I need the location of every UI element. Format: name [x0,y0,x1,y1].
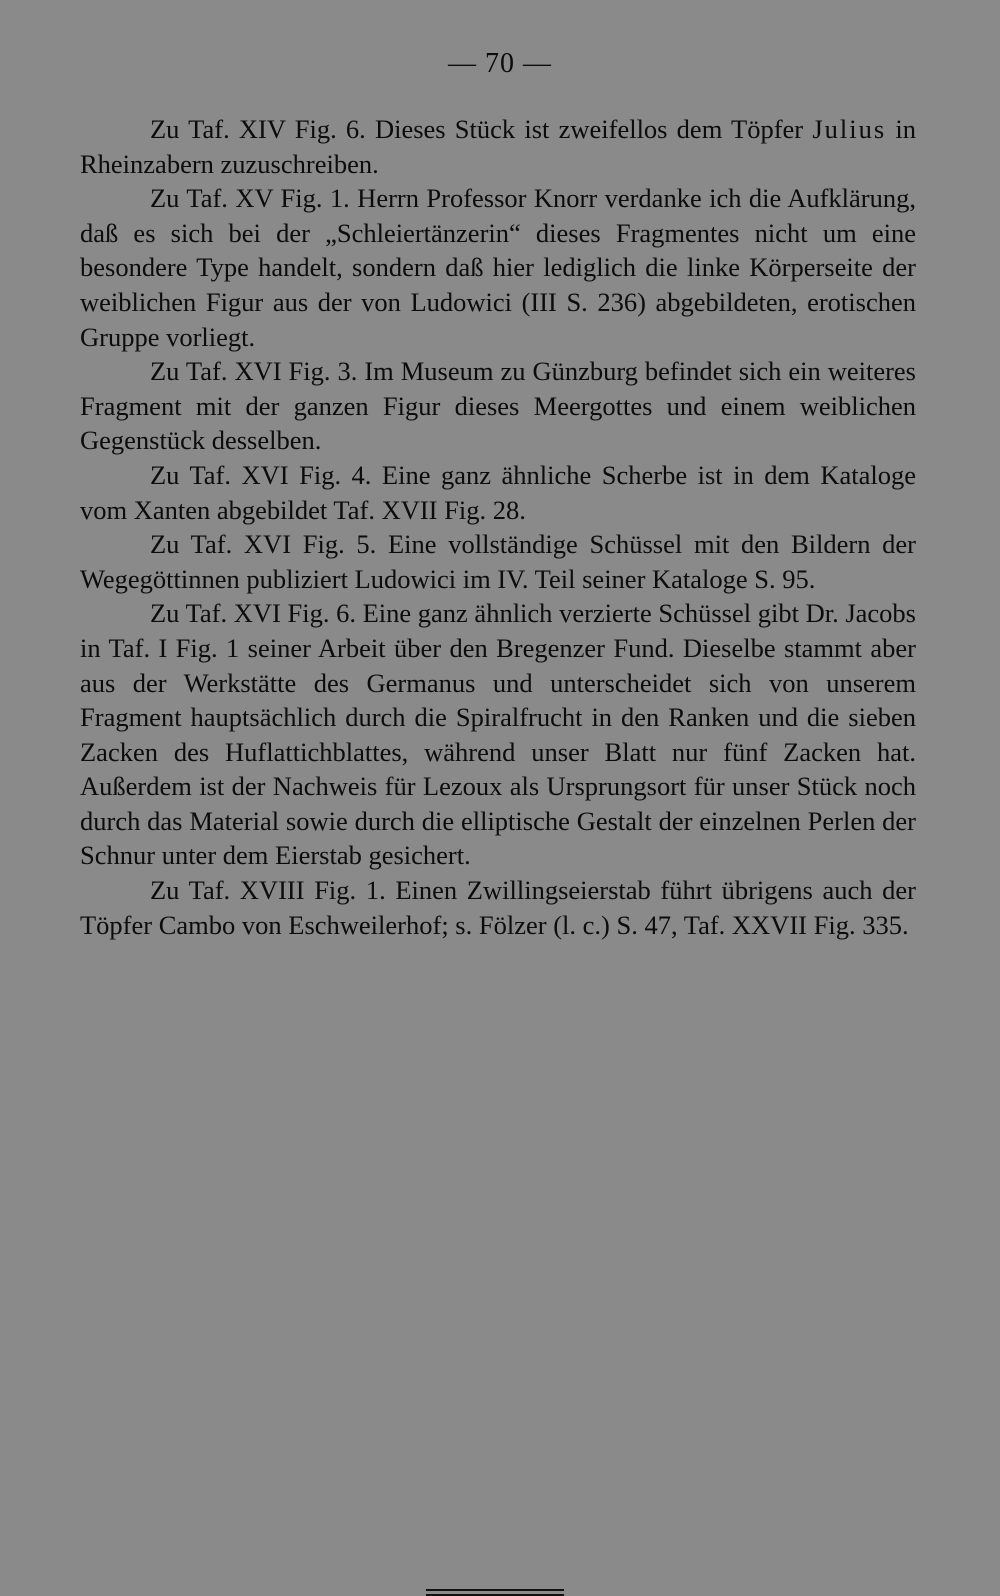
potter-name-spaced: Julius [812,114,887,144]
paragraph-text: in Rheinzabern zuzuschreiben. [80,114,916,179]
paragraph-taf-xviii-fig-1: Zu Taf. XVIII Fig. 1. Einen Zwillingseierstab führt übrigens auch der Töpfer Cambo von Eschweilerhof; s. Fölzer (l. c.) S. 47, Taf. XXVII Fig. 335. [80,875,916,940]
paragraph-taf-xv-fig-1: Zu Taf. XV Fig. 1. Herrn Professor Knorr verdanke ich die Aufklärung, daß es sich bei der „Schleiertänzerin“ dieses Fragmentes nicht um eine besondere Type handelt, sondern daß hier lediglich die linke Körperseite der weiblichen Figur aus der von Ludowici (III S. 236) abgebildeten, erotischen Gruppe vorliegt. [80,183,916,352]
paragraph-text: Zu Taf. XIV Fig. 6. Dieses Stück ist zweifellos dem Töpfer [150,114,813,144]
paragraph-taf-xvi-fig-4: Zu Taf. XVI Fig. 4. Eine ganz ähnliche Scherbe ist in dem Kataloge vom Xanten abgebildet Taf. XVII Fig. 28. [80,459,916,525]
end-rule-line-top [426,1589,564,1591]
paragraph-taf-xiv-fig-6 [80,112,916,181]
paragraph-taf-xvi-fig-6: Zu Taf. XVI Fig. 6. Eine ganz ähnlich verzierte Schüssel gibt Dr. Jacobs in Taf. I Fig. 1 seiner Arbeit über den Bregenzer Fund. Dieselbe stammt aber aus der Werkstätte des Germanus und unterscheidet sich von unserem Fragment hauptsächlich durch die Spiralfrucht in den Ranken und die sieben Zacken des Huflattichblattes, während unser Blatt nur fünf Zacken hat. Außerdem ist der Nachweis für Lezoux als Ursprungsort für unser Stück noch durch das Material sowie durch die elliptische Gestalt der einzelnen Perlen der Schnur unter dem Eierstab gesichert. [80,598,916,871]
body-text [80,112,916,942]
paragraph-taf-xvi-fig-3: Zu Taf. XVI Fig. 3. Im Museum zu Günzburg befindet sich ein weiteres Fragment mit der ganzen Figur dieses Meergottes und einem weiblichen Gegenstück desselben. [80,356,916,456]
paragraph-taf-xvi-fig-5: Zu Taf. XVI Fig. 5. Eine vollständige Schüssel mit den Bildern der Wegegöttinnen publiziert Ludowici im IV. Teil seiner Kataloge S. 95. [80,529,916,594]
page-number: — 70 — [448,48,552,79]
